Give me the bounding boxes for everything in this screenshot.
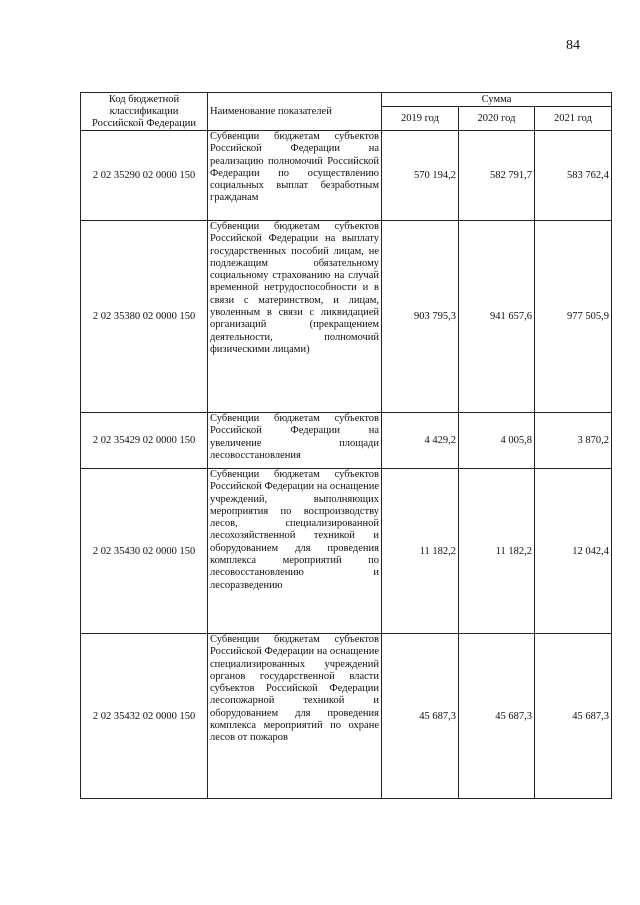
header-code: Код бюджетной классификации Российской Федерации: [81, 93, 208, 131]
table-row: [81, 634, 612, 799]
row-value-2019: 4 429,2: [382, 413, 459, 469]
row-value-2020: 582 791,7: [459, 131, 535, 221]
table-row: [81, 131, 612, 221]
header-year-2020: 2020 год: [459, 107, 535, 131]
table-row: [81, 413, 612, 469]
row-name: Субвенции бюджетам субъектов Российской Федерации на выплату государственных пособий лицам, не подлежащим обязательному социальному страхованию на случай временной нетрудоспособности и в связи с материнством, и лицам, уволенным в связи с ликвидацией организаций (прекращением деятельности, полномочий физическими лицами): [208, 221, 382, 413]
row-name: Субвенции бюджетам субъектов Российской Федерации на реализацию полномочий Российской Федерации по осуществлению социальных выплат безработным гражданам: [208, 131, 382, 221]
header-year-2021: 2021 год: [535, 107, 612, 131]
row-code: 2 02 35432 02 0000 150: [81, 634, 208, 799]
row-value-2021: 3 870,2: [535, 413, 612, 469]
row-code: 2 02 35429 02 0000 150: [81, 413, 208, 469]
table-header-row: [81, 93, 612, 107]
row-value-2021: 45 687,3: [535, 634, 612, 799]
row-value-2021: 977 505,9: [535, 221, 612, 413]
row-value-2020: 941 657,6: [459, 221, 535, 413]
table-row: [81, 469, 612, 634]
row-code: 2 02 35290 02 0000 150: [81, 131, 208, 221]
row-value-2019: 570 194,2: [382, 131, 459, 221]
row-name: Субвенции бюджетам субъектов Российской Федерации на увеличение площади лесовосстановления: [208, 413, 382, 469]
row-name: Субвенции бюджетам субъектов Российской Федерации на оснащение учреждений, выполняющих мероприятия по воспроизводству лесов, специализированной лесохозяйственной техникой и оборудованием для проведения комплекса мероприятий по лесовосстановлению и лесоразведению: [208, 469, 382, 634]
row-name: Субвенции бюджетам субъектов Российской Федерации на оснащение специализированных учреждений органов государственной власти субъектов Российской Федерации лесопожарной техникой и оборудованием для проведения комплекса мероприятий по охране лесов от пожаров: [208, 634, 382, 799]
row-value-2020: 4 005,8: [459, 413, 535, 469]
table-row: [81, 221, 612, 413]
row-value-2019: 11 182,2: [382, 469, 459, 634]
row-value-2019: 45 687,3: [382, 634, 459, 799]
budget-table: [80, 92, 612, 799]
header-name: Наименование показателей: [208, 93, 382, 131]
row-value-2021: 12 042,4: [535, 469, 612, 634]
header-year-2019: 2019 год: [382, 107, 459, 131]
row-value-2020: 11 182,2: [459, 469, 535, 634]
row-value-2021: 583 762,4: [535, 131, 612, 221]
header-sum: Сумма: [382, 93, 612, 107]
row-value-2020: 45 687,3: [459, 634, 535, 799]
row-value-2019: 903 795,3: [382, 221, 459, 413]
row-code: 2 02 35430 02 0000 150: [81, 469, 208, 634]
page-number: 84: [566, 38, 580, 53]
row-code: 2 02 35380 02 0000 150: [81, 221, 208, 413]
